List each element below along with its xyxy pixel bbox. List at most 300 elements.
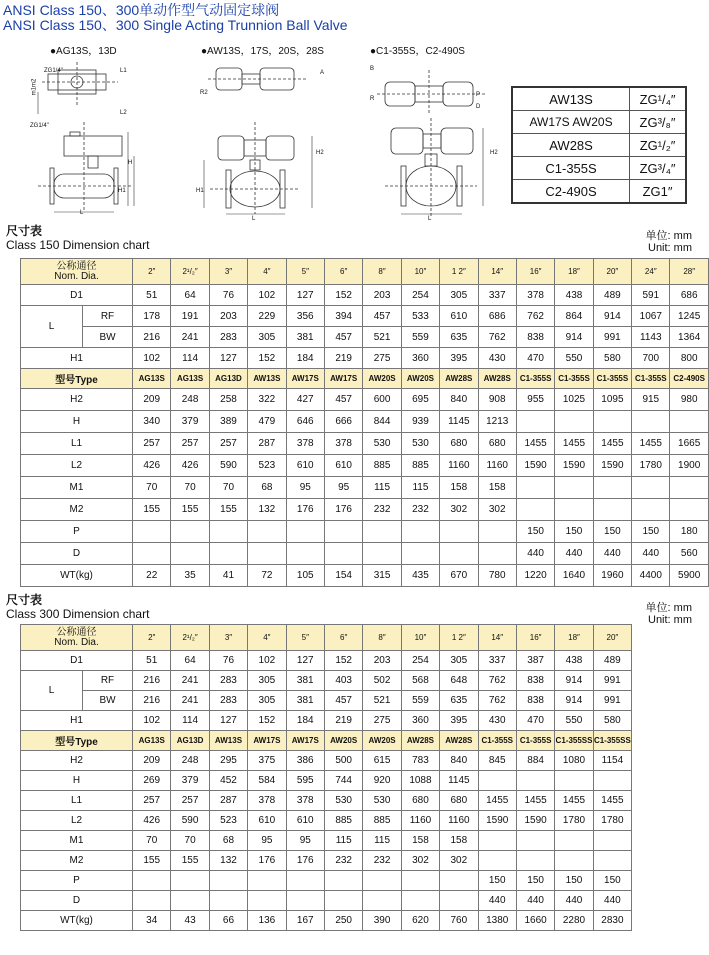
value-cell: 648: [440, 671, 478, 691]
value-cell: 395: [440, 348, 478, 369]
mark-l: L: [80, 210, 84, 216]
value-cell: 150: [555, 871, 593, 891]
table-row-bw: [21, 327, 709, 348]
value-cell: 178: [133, 306, 171, 327]
value-cell: 430: [478, 711, 516, 731]
value-cell: [555, 851, 593, 871]
value-cell: 150: [555, 521, 593, 543]
mark-r2: R2: [200, 90, 208, 96]
value-cell: [209, 521, 247, 543]
type-cell: AW17S: [286, 369, 324, 389]
value-cell: 440: [516, 891, 554, 911]
type-cell: AG13S: [133, 731, 171, 751]
value-cell: [555, 477, 593, 499]
type-cell: AG13S: [171, 369, 209, 389]
value-cell: 440: [632, 543, 670, 565]
table-row-l1: [21, 433, 709, 455]
value-cell: 1088: [401, 771, 439, 791]
value-cell: 70: [171, 831, 209, 851]
value-cell: 70: [171, 477, 209, 499]
size-cell: 14″: [478, 259, 516, 285]
row-sublabel: BW: [83, 691, 133, 711]
value-cell: 150: [632, 521, 670, 543]
value-cell: 440: [478, 891, 516, 911]
type-cell: AG13D: [209, 369, 247, 389]
value-cell: 695: [401, 389, 439, 411]
row-label-type: 型号Type: [21, 731, 133, 751]
value-cell: 1780: [555, 811, 593, 831]
value-cell: 521: [363, 327, 401, 348]
value-cell: [478, 831, 516, 851]
value-cell: [401, 891, 439, 911]
value-cell: 356: [286, 306, 324, 327]
size-cell: 1 2″: [440, 625, 478, 651]
class300-title-en: Class 300 Dimension chart: [6, 607, 150, 621]
value-cell: 783: [401, 751, 439, 771]
table-row-m2: [21, 851, 632, 871]
value-cell: 620: [401, 911, 439, 931]
value-cell: 1455: [555, 433, 593, 455]
table-row-rf: [21, 306, 709, 327]
value-cell: 275: [363, 711, 401, 731]
value-cell: 489: [593, 651, 631, 671]
value-cell: 2830: [593, 911, 631, 931]
value-cell: [209, 871, 247, 891]
value-cell: 403: [324, 671, 362, 691]
value-cell: 838: [516, 671, 554, 691]
mark-d: D: [476, 104, 481, 110]
value-cell: [401, 871, 439, 891]
value-cell: 590: [171, 811, 209, 831]
value-cell: 176: [248, 851, 286, 871]
type-cell: AG13S: [133, 369, 171, 389]
value-cell: 241: [171, 327, 209, 348]
value-cell: 115: [363, 477, 401, 499]
type-cell: AW13S: [248, 369, 286, 389]
value-cell: 287: [248, 433, 286, 455]
value-cell: 167: [286, 911, 324, 931]
value-cell: [401, 521, 439, 543]
value-cell: [632, 411, 670, 433]
value-cell: 670: [440, 565, 478, 587]
value-cell: [516, 831, 554, 851]
value-cell: 426: [171, 455, 209, 477]
value-cell: 440: [593, 891, 631, 911]
row-label: WT(kg): [21, 911, 133, 931]
value-cell: [171, 543, 209, 565]
value-cell: 295: [209, 751, 247, 771]
value-cell: [555, 411, 593, 433]
row-label-type: 型号Type: [21, 369, 133, 389]
value-cell: 559: [401, 327, 439, 348]
nominal-diameter-header: [21, 625, 133, 651]
value-cell: 158: [440, 831, 478, 851]
value-cell: 426: [133, 811, 171, 831]
model-cell: C1-355S: [512, 157, 630, 180]
value-cell: 762: [478, 327, 516, 348]
value-cell: 232: [324, 851, 362, 871]
value-cell: 209: [133, 389, 171, 411]
value-cell: [363, 521, 401, 543]
type-cell: C2-490S: [670, 369, 708, 389]
row-label: M2: [21, 499, 133, 521]
value-cell: 158: [440, 477, 478, 499]
value-cell: 176: [286, 499, 324, 521]
value-cell: 590: [209, 455, 247, 477]
value-cell: [363, 871, 401, 891]
value-cell: [286, 543, 324, 565]
value-cell: 1025: [555, 389, 593, 411]
value-cell: 780: [478, 565, 516, 587]
value-cell: 427: [286, 389, 324, 411]
value-cell: 395: [440, 711, 478, 731]
value-cell: 95: [324, 477, 362, 499]
value-cell: 523: [248, 455, 286, 477]
value-cell: 914: [555, 671, 593, 691]
value-cell: 680: [478, 433, 516, 455]
value-cell: [478, 521, 516, 543]
unit-cn: 单位: mm: [645, 602, 692, 614]
value-cell: 1145: [440, 411, 478, 433]
connection-row: [512, 87, 686, 111]
value-cell: 762: [478, 691, 516, 711]
table-row-h2: [21, 389, 709, 411]
value-cell: 216: [133, 691, 171, 711]
value-cell: 390: [363, 911, 401, 931]
value-cell: 379: [171, 771, 209, 791]
value-cell: 64: [171, 285, 209, 306]
value-cell: 955: [516, 389, 554, 411]
type-cell: AW28S: [440, 369, 478, 389]
value-cell: [248, 871, 286, 891]
table-row-d: [21, 891, 632, 911]
value-cell: [478, 543, 516, 565]
mark-l-aw: L: [252, 216, 256, 222]
nominal-size-row: [21, 259, 709, 285]
value-cell: 1590: [478, 811, 516, 831]
table-row-bw: [21, 691, 632, 711]
value-cell: 920: [363, 771, 401, 791]
value-cell: 381: [286, 671, 324, 691]
value-cell: 315: [363, 565, 401, 587]
value-cell: 635: [440, 691, 478, 711]
value-cell: 1590: [593, 455, 631, 477]
value-cell: 302: [440, 499, 478, 521]
value-cell: 375: [248, 751, 286, 771]
value-cell: 568: [401, 671, 439, 691]
row-label: L1: [21, 433, 133, 455]
type-cell: AW28S: [440, 731, 478, 751]
value-cell: [171, 871, 209, 891]
value-cell: 591: [632, 285, 670, 306]
value-cell: 76: [209, 651, 247, 671]
value-cell: 610: [248, 811, 286, 831]
connection-row: [512, 111, 686, 134]
class150-dimension-table: [20, 258, 709, 587]
row-label-l: L: [21, 671, 83, 711]
value-cell: [133, 543, 171, 565]
row-label: H: [21, 411, 133, 433]
value-cell: 132: [248, 499, 286, 521]
drawing-label-ag: ●AG13S，13D: [50, 46, 117, 57]
value-cell: 914: [555, 691, 593, 711]
value-cell: 158: [401, 831, 439, 851]
value-cell: 360: [401, 711, 439, 731]
value-cell: 95: [248, 831, 286, 851]
nom-cn: 公称通径: [56, 626, 97, 638]
value-cell: [133, 521, 171, 543]
value-cell: 102: [133, 348, 171, 369]
value-cell: 257: [133, 791, 171, 811]
size-cell: 20″: [593, 625, 631, 651]
table-row-p: [21, 871, 632, 891]
value-cell: 115: [324, 831, 362, 851]
value-cell: 1364: [670, 327, 708, 348]
value-cell: 1455: [593, 433, 631, 455]
value-cell: 302: [440, 851, 478, 871]
type-cell: C1-355S: [593, 369, 631, 389]
value-cell: [248, 543, 286, 565]
valve-drawing-c: [365, 56, 500, 221]
value-cell: [670, 477, 708, 499]
value-cell: 1590: [516, 455, 554, 477]
value-cell: 1780: [632, 455, 670, 477]
row-label: H2: [21, 751, 133, 771]
class300-unit: [646, 602, 692, 626]
mark-m1m2: m1m2: [31, 78, 38, 96]
value-cell: 430: [478, 348, 516, 369]
value-cell: 5900: [670, 565, 708, 587]
value-cell: 150: [593, 871, 631, 891]
model-cell: AW13S: [512, 87, 630, 111]
type-cell: AW17S: [324, 369, 362, 389]
class150-title-en: Class 150 Dimension chart: [6, 238, 150, 252]
value-cell: 914: [593, 306, 631, 327]
size-cell: 8″: [363, 625, 401, 651]
value-cell: [440, 871, 478, 891]
type-row: [21, 369, 709, 389]
value-cell: 203: [363, 285, 401, 306]
value-cell: 150: [516, 871, 554, 891]
value-cell: 1660: [516, 911, 554, 931]
value-cell: 72: [248, 565, 286, 587]
value-cell: 533: [401, 306, 439, 327]
table-row-d1: [21, 651, 632, 671]
value-cell: 840: [440, 751, 478, 771]
mark-l1: L1: [120, 68, 127, 74]
actuator-top-view: [377, 70, 485, 114]
nominal-size-row: [21, 625, 632, 651]
value-cell: [593, 411, 631, 433]
value-cell: [516, 771, 554, 791]
value-cell: 254: [401, 651, 439, 671]
size-cell: 4″: [248, 259, 286, 285]
type-cell: C1-355SS: [593, 731, 631, 751]
value-cell: 257: [171, 433, 209, 455]
table-row-d: [21, 543, 709, 565]
type-cell: C1-355S: [632, 369, 670, 389]
value-cell: 258: [209, 389, 247, 411]
size-cell: 4″: [248, 625, 286, 651]
value-cell: 386: [286, 751, 324, 771]
value-cell: 232: [363, 851, 401, 871]
value-cell: 387: [516, 651, 554, 671]
value-cell: 1220: [516, 565, 554, 587]
row-label: P: [21, 871, 133, 891]
type-cell: C1-355S: [516, 369, 554, 389]
value-cell: [324, 521, 362, 543]
value-cell: 114: [171, 711, 209, 731]
value-cell: 127: [286, 285, 324, 306]
value-cell: 105: [286, 565, 324, 587]
value-cell: 283: [209, 671, 247, 691]
table-row-h: [21, 771, 632, 791]
value-cell: 378: [324, 433, 362, 455]
value-cell: 1095: [593, 389, 631, 411]
value-cell: 232: [363, 499, 401, 521]
nom-cn: 公称通径: [56, 260, 97, 272]
value-cell: 1145: [440, 771, 478, 791]
value-cell: 229: [248, 306, 286, 327]
type-cell: AW28S: [401, 731, 439, 751]
value-cell: 760: [440, 911, 478, 931]
value-cell: 381: [286, 691, 324, 711]
value-cell: 302: [401, 851, 439, 871]
value-cell: 305: [440, 651, 478, 671]
value-cell: 34: [133, 911, 171, 931]
value-cell: 64: [171, 651, 209, 671]
connection-row: [512, 180, 686, 204]
value-cell: 35: [171, 565, 209, 587]
size-cell: 5″: [286, 259, 324, 285]
value-cell: 530: [363, 433, 401, 455]
value-cell: 127: [209, 711, 247, 731]
value-cell: 1154: [593, 751, 631, 771]
value-cell: [209, 543, 247, 565]
value-cell: 1590: [516, 811, 554, 831]
value-cell: 337: [478, 285, 516, 306]
value-cell: 283: [209, 327, 247, 348]
value-cell: 523: [209, 811, 247, 831]
mark-zg-2: ZG1/4": [30, 123, 49, 129]
value-cell: [670, 499, 708, 521]
value-cell: 457: [363, 306, 401, 327]
value-cell: 216: [133, 327, 171, 348]
value-cell: 680: [440, 791, 478, 811]
value-cell: 686: [670, 285, 708, 306]
value-cell: 435: [401, 565, 439, 587]
class300-title-cn: 尺寸表: [6, 593, 43, 607]
value-cell: 502: [363, 671, 401, 691]
value-cell: 980: [670, 389, 708, 411]
value-cell: 1160: [440, 455, 478, 477]
value-cell: [363, 891, 401, 911]
value-cell: 1455: [516, 791, 554, 811]
nominal-diameter-header: [21, 259, 133, 285]
value-cell: 305: [440, 285, 478, 306]
actuator-top-view: [208, 68, 306, 90]
unit-en: Unit: mm: [648, 614, 692, 626]
value-cell: [209, 891, 247, 911]
value-cell: [555, 831, 593, 851]
value-cell: 884: [516, 751, 554, 771]
size-cell: 5″: [286, 625, 324, 651]
value-cell: 152: [248, 711, 286, 731]
value-cell: 1160: [478, 455, 516, 477]
value-cell: 1067: [632, 306, 670, 327]
actuator-side-view: [218, 136, 294, 170]
value-cell: 864: [555, 306, 593, 327]
value-cell: [440, 543, 478, 565]
value-cell: 440: [593, 543, 631, 565]
table-row-rf: [21, 671, 632, 691]
value-cell: 219: [324, 348, 362, 369]
value-cell: 1160: [401, 811, 439, 831]
value-cell: 150: [478, 871, 516, 891]
value-cell: [555, 771, 593, 791]
value-cell: 1380: [478, 911, 516, 931]
type-row: [21, 731, 632, 751]
type-cell: AW20S: [324, 731, 362, 751]
connection-cell: ZG1″: [630, 180, 686, 204]
value-cell: 115: [401, 477, 439, 499]
row-label: M2: [21, 851, 133, 871]
value-cell: 1640: [555, 565, 593, 587]
value-cell: 1455: [516, 433, 554, 455]
value-cell: 885: [401, 455, 439, 477]
mark-h2: H2: [316, 150, 324, 156]
table-row-m1: [21, 477, 709, 499]
value-cell: 68: [209, 831, 247, 851]
value-cell: 440: [516, 543, 554, 565]
value-cell: [516, 411, 554, 433]
mark-h1-aw: H1: [196, 188, 204, 194]
model-cell: C2-490S: [512, 180, 630, 204]
value-cell: [632, 499, 670, 521]
value-cell: 136: [248, 911, 286, 931]
value-cell: 257: [209, 433, 247, 455]
value-cell: 915: [632, 389, 670, 411]
value-cell: 885: [324, 811, 362, 831]
table-row-h1: [21, 711, 632, 731]
value-cell: [632, 477, 670, 499]
value-cell: 219: [324, 711, 362, 731]
row-label: D: [21, 543, 133, 565]
value-cell: 322: [248, 389, 286, 411]
value-cell: 154: [324, 565, 362, 587]
value-cell: 155: [171, 499, 209, 521]
value-cell: 680: [440, 433, 478, 455]
value-cell: 250: [324, 911, 362, 931]
type-cell: AW20S: [363, 731, 401, 751]
value-cell: 530: [401, 433, 439, 455]
value-cell: 152: [324, 285, 362, 306]
size-cell: 6″: [324, 259, 362, 285]
table-row-p: [21, 521, 709, 543]
value-cell: 885: [363, 455, 401, 477]
value-cell: 1160: [440, 811, 478, 831]
value-cell: 635: [440, 327, 478, 348]
value-cell: 184: [286, 348, 324, 369]
row-label-l: L: [21, 306, 83, 348]
value-cell: 283: [209, 691, 247, 711]
connection-cell: ZG¹/₂″: [630, 134, 686, 157]
value-cell: 337: [478, 651, 516, 671]
value-cell: 479: [248, 411, 286, 433]
value-cell: 389: [209, 411, 247, 433]
class300-dimension-table: [20, 624, 632, 931]
size-cell: 28″: [670, 259, 708, 285]
